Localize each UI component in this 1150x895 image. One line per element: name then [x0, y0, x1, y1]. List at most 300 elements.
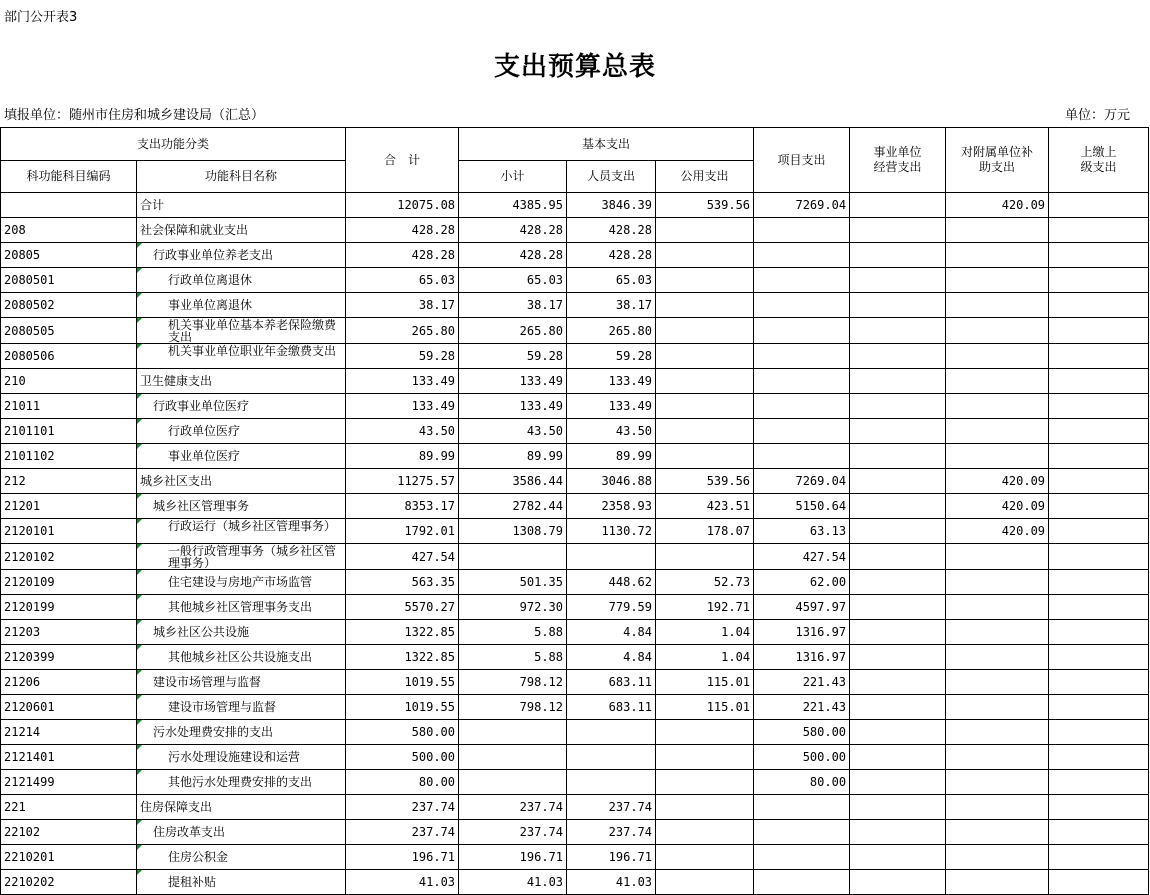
table-row — [1, 318, 1149, 344]
cell-subtotal: 38.17 — [459, 293, 567, 318]
cell-project: 500.00 — [754, 745, 850, 770]
cell-public — [656, 293, 754, 318]
cell-code: 21011 — [1, 394, 137, 419]
cell-project — [754, 369, 850, 394]
cell-project — [754, 394, 850, 419]
cell-remit — [1049, 544, 1149, 570]
cell-total: 428.28 — [346, 218, 459, 243]
cell-remit — [1049, 695, 1149, 720]
header-function-class: 支出功能分类 — [1, 128, 346, 161]
cell-public — [656, 820, 754, 845]
cell-project: 7269.04 — [754, 193, 850, 218]
cell-remit — [1049, 293, 1149, 318]
cell-total: 5570.27 — [346, 595, 459, 620]
cell-enterprise — [850, 494, 946, 519]
cell-code: 22102 — [1, 820, 137, 845]
table-row — [1, 218, 1149, 243]
cell-total: 133.49 — [346, 394, 459, 419]
cell-subtotal: 428.28 — [459, 218, 567, 243]
cell-subsidy — [946, 770, 1049, 795]
cell-total: 1322.85 — [346, 620, 459, 645]
cell-public — [656, 770, 754, 795]
cell-enterprise — [850, 394, 946, 419]
cell-public: 115.01 — [656, 695, 754, 720]
cell-personnel: 237.74 — [567, 820, 656, 845]
cell-name: 其他污水处理费安排的支出 — [137, 770, 346, 795]
cell-name: 行政单位离退休 — [137, 268, 346, 293]
cell-personnel: 196.71 — [567, 845, 656, 870]
cell-subsidy — [946, 745, 1049, 770]
cell-name: 建设市场管理与监督 — [137, 695, 346, 720]
table-row — [1, 770, 1149, 795]
header-subtotal: 小计 — [459, 161, 567, 193]
cell-project — [754, 419, 850, 444]
cell-subsidy — [946, 369, 1049, 394]
cell-total: 59.28 — [346, 344, 459, 369]
header-personnel: 人员支出 — [567, 161, 656, 193]
cell-code: 21214 — [1, 720, 137, 745]
cell-name: 污水处理设施建设和运营 — [137, 745, 346, 770]
cell-personnel: 2358.93 — [567, 494, 656, 519]
table-row — [1, 670, 1149, 695]
cell-code: 2120102 — [1, 544, 137, 570]
cell-total: 41.03 — [346, 870, 459, 895]
cell-subsidy: 420.09 — [946, 494, 1049, 519]
cell-project — [754, 293, 850, 318]
cell-subsidy — [946, 645, 1049, 670]
cell-subtotal: 5.88 — [459, 620, 567, 645]
cell-name: 建设市场管理与监督 — [137, 670, 346, 695]
cell-personnel: 265.80 — [567, 318, 656, 344]
cell-project: 221.43 — [754, 695, 850, 720]
cell-code: 2080502 — [1, 293, 137, 318]
cell-name: 合计 — [137, 193, 346, 218]
cell-subsidy: 420.09 — [946, 193, 1049, 218]
cell-code: 2080501 — [1, 268, 137, 293]
cell-name: 城乡社区公共设施 — [137, 620, 346, 645]
cell-subsidy — [946, 218, 1049, 243]
cell-subtotal: 237.74 — [459, 820, 567, 845]
expenditure-budget-table — [0, 127, 1149, 895]
cell-remit — [1049, 394, 1149, 419]
table-row — [1, 344, 1149, 369]
cell-personnel: 59.28 — [567, 344, 656, 369]
cell-personnel — [567, 544, 656, 570]
cell-enterprise — [850, 369, 946, 394]
cell-remit — [1049, 595, 1149, 620]
table-row — [1, 494, 1149, 519]
cell-remit — [1049, 519, 1149, 544]
cell-subtotal: 5.88 — [459, 645, 567, 670]
cell-code: 21206 — [1, 670, 137, 695]
cell-total: 237.74 — [346, 795, 459, 820]
header-subsidy-expenditure: 对附属单位补助支出 — [946, 128, 1049, 193]
cell-subsidy — [946, 243, 1049, 268]
cell-project — [754, 218, 850, 243]
cell-subtotal: 3586.44 — [459, 469, 567, 494]
header-basic-expenditure: 基本支出 — [459, 128, 754, 161]
cell-name: 住房公积金 — [137, 845, 346, 870]
cell-personnel: 1130.72 — [567, 519, 656, 544]
cell-project — [754, 243, 850, 268]
cell-total: 427.54 — [346, 544, 459, 570]
cell-enterprise — [850, 193, 946, 218]
cell-total: 1792.01 — [346, 519, 459, 544]
cell-name: 行政运行（城乡社区管理事务） — [137, 519, 346, 544]
cell-personnel: 3846.39 — [567, 193, 656, 218]
cell-subtotal: 89.99 — [459, 444, 567, 469]
cell-remit — [1049, 344, 1149, 369]
cell-code: 20805 — [1, 243, 137, 268]
cell-name: 住房改革支出 — [137, 820, 346, 845]
cell-subtotal — [459, 745, 567, 770]
table-row — [1, 845, 1149, 870]
cell-name: 城乡社区支出 — [137, 469, 346, 494]
cell-personnel — [567, 745, 656, 770]
cell-public — [656, 745, 754, 770]
cell-personnel: 4.84 — [567, 620, 656, 645]
cell-enterprise — [850, 820, 946, 845]
cell-subsidy — [946, 870, 1049, 895]
cell-code: 208 — [1, 218, 137, 243]
cell-personnel: 133.49 — [567, 369, 656, 394]
cell-enterprise — [850, 870, 946, 895]
cell-public: 1.04 — [656, 620, 754, 645]
cell-remit — [1049, 369, 1149, 394]
cell-subtotal — [459, 544, 567, 570]
cell-total: 1322.85 — [346, 645, 459, 670]
cell-remit — [1049, 845, 1149, 870]
cell-personnel: 41.03 — [567, 870, 656, 895]
cell-total: 80.00 — [346, 770, 459, 795]
cell-project: 1316.97 — [754, 620, 850, 645]
cell-subsidy — [946, 544, 1049, 570]
cell-subsidy — [946, 695, 1049, 720]
table-row — [1, 695, 1149, 720]
cell-enterprise — [850, 268, 946, 293]
cell-public — [656, 268, 754, 293]
cell-code: 210 — [1, 369, 137, 394]
cell-public — [656, 845, 754, 870]
cell-code: 2120101 — [1, 519, 137, 544]
cell-total: 265.80 — [346, 318, 459, 344]
cell-enterprise — [850, 218, 946, 243]
cell-project: 4597.97 — [754, 595, 850, 620]
cell-enterprise — [850, 293, 946, 318]
cell-project — [754, 444, 850, 469]
table-row — [1, 268, 1149, 293]
cell-personnel — [567, 720, 656, 745]
cell-enterprise — [850, 720, 946, 745]
cell-project — [754, 795, 850, 820]
cell-total: 11275.57 — [346, 469, 459, 494]
header-enterprise-expenditure: 事业单位经营支出 — [850, 128, 946, 193]
table-row — [1, 444, 1149, 469]
cell-project: 62.00 — [754, 570, 850, 595]
cell-total: 1019.55 — [346, 670, 459, 695]
cell-public — [656, 720, 754, 745]
table-row — [1, 720, 1149, 745]
cell-enterprise — [850, 469, 946, 494]
cell-total: 196.71 — [346, 845, 459, 870]
cell-name: 社会保障和就业支出 — [137, 218, 346, 243]
cell-subtotal: 65.03 — [459, 268, 567, 293]
table-row — [1, 820, 1149, 845]
cell-name: 机关事业单位基本养老保险缴费支出 — [137, 318, 346, 344]
cell-enterprise — [850, 770, 946, 795]
cell-personnel: 133.49 — [567, 394, 656, 419]
cell-personnel — [567, 770, 656, 795]
cell-project: 7269.04 — [754, 469, 850, 494]
cell-name: 污水处理费安排的支出 — [137, 720, 346, 745]
cell-public: 115.01 — [656, 670, 754, 695]
cell-project: 80.00 — [754, 770, 850, 795]
cell-name: 城乡社区管理事务 — [137, 494, 346, 519]
cell-name: 行政事业单位医疗 — [137, 394, 346, 419]
cell-public — [656, 795, 754, 820]
cell-personnel: 43.50 — [567, 419, 656, 444]
cell-remit — [1049, 620, 1149, 645]
table-row — [1, 544, 1149, 570]
cell-project: 427.54 — [754, 544, 850, 570]
cell-personnel: 428.28 — [567, 218, 656, 243]
cell-personnel: 448.62 — [567, 570, 656, 595]
cell-subsidy — [946, 394, 1049, 419]
cell-subsidy — [946, 419, 1049, 444]
cell-enterprise — [850, 620, 946, 645]
cell-name: 其他城乡社区管理事务支出 — [137, 595, 346, 620]
cell-name: 事业单位离退休 — [137, 293, 346, 318]
header-code: 科功能科目编码 — [1, 161, 137, 193]
table-row — [1, 620, 1149, 645]
cell-total: 38.17 — [346, 293, 459, 318]
cell-public — [656, 870, 754, 895]
cell-subtotal: 798.12 — [459, 695, 567, 720]
cell-public — [656, 218, 754, 243]
cell-remit — [1049, 494, 1149, 519]
cell-remit — [1049, 243, 1149, 268]
cell-name: 住房保障支出 — [137, 795, 346, 820]
cell-total: 428.28 — [346, 243, 459, 268]
cell-code: 2120601 — [1, 695, 137, 720]
cell-subsidy — [946, 268, 1049, 293]
cell-total: 237.74 — [346, 820, 459, 845]
header-remit-expenditure: 上缴上级支出 — [1049, 128, 1149, 193]
cell-code: 2101101 — [1, 419, 137, 444]
cell-personnel: 683.11 — [567, 670, 656, 695]
table-body — [1, 193, 1149, 895]
cell-remit — [1049, 268, 1149, 293]
cell-subsidy — [946, 795, 1049, 820]
cell-remit — [1049, 444, 1149, 469]
cell-subsidy: 420.09 — [946, 469, 1049, 494]
cell-subsidy — [946, 318, 1049, 344]
cell-subtotal: 43.50 — [459, 419, 567, 444]
cell-subsidy — [946, 845, 1049, 870]
cell-project — [754, 318, 850, 344]
cell-subtotal: 4385.95 — [459, 193, 567, 218]
currency-unit: 单位：万元 — [1064, 108, 1130, 123]
cell-subtotal: 265.80 — [459, 318, 567, 344]
cell-subtotal: 41.03 — [459, 870, 567, 895]
document-label: 部门公开表3 — [4, 10, 78, 25]
cell-project: 5150.64 — [754, 494, 850, 519]
cell-code: 2120199 — [1, 595, 137, 620]
cell-enterprise — [850, 645, 946, 670]
cell-remit — [1049, 218, 1149, 243]
cell-public — [656, 444, 754, 469]
cell-enterprise — [850, 344, 946, 369]
cell-personnel: 89.99 — [567, 444, 656, 469]
cell-remit — [1049, 193, 1149, 218]
header-total: 合 计 — [346, 128, 459, 193]
cell-remit — [1049, 870, 1149, 895]
cell-code: 2080506 — [1, 344, 137, 369]
cell-remit — [1049, 419, 1149, 444]
cell-subtotal: 1308.79 — [459, 519, 567, 544]
cell-subtotal — [459, 720, 567, 745]
table-row — [1, 193, 1149, 218]
cell-personnel: 38.17 — [567, 293, 656, 318]
cell-project — [754, 820, 850, 845]
cell-subsidy — [946, 595, 1049, 620]
cell-name: 行政事业单位养老支出 — [137, 243, 346, 268]
cell-project — [754, 845, 850, 870]
cell-subsidy — [946, 570, 1049, 595]
cell-name: 提租补贴 — [137, 870, 346, 895]
table-row — [1, 519, 1149, 544]
cell-public: 1.04 — [656, 645, 754, 670]
cell-project — [754, 344, 850, 369]
cell-public: 423.51 — [656, 494, 754, 519]
cell-name: 机关事业单位职业年金缴费支出 — [137, 344, 346, 369]
cell-subtotal: 972.30 — [459, 595, 567, 620]
cell-code: 2210202 — [1, 870, 137, 895]
cell-total: 580.00 — [346, 720, 459, 745]
cell-enterprise — [850, 444, 946, 469]
cell-project: 63.13 — [754, 519, 850, 544]
cell-project: 580.00 — [754, 720, 850, 745]
table-row — [1, 870, 1149, 895]
table-row — [1, 293, 1149, 318]
table-row — [1, 595, 1149, 620]
cell-project: 1316.97 — [754, 645, 850, 670]
cell-enterprise — [850, 695, 946, 720]
cell-public: 539.56 — [656, 193, 754, 218]
cell-code: 21201 — [1, 494, 137, 519]
cell-personnel: 237.74 — [567, 795, 656, 820]
cell-remit — [1049, 720, 1149, 745]
cell-total: 133.49 — [346, 369, 459, 394]
cell-code: 2080505 — [1, 318, 137, 344]
cell-personnel: 683.11 — [567, 695, 656, 720]
cell-subsidy — [946, 820, 1049, 845]
cell-name: 行政单位医疗 — [137, 419, 346, 444]
cell-personnel: 4.84 — [567, 645, 656, 670]
cell-enterprise — [850, 845, 946, 870]
cell-enterprise — [850, 243, 946, 268]
cell-subtotal: 133.49 — [459, 394, 567, 419]
reporting-unit: 填报单位：随州市住房和城乡建设局（汇总） — [4, 108, 265, 123]
cell-code: 21203 — [1, 620, 137, 645]
cell-enterprise — [850, 544, 946, 570]
cell-project: 221.43 — [754, 670, 850, 695]
cell-remit — [1049, 570, 1149, 595]
table-row — [1, 369, 1149, 394]
cell-public — [656, 369, 754, 394]
cell-code: 2121401 — [1, 745, 137, 770]
cell-personnel: 65.03 — [567, 268, 656, 293]
cell-code: 2101102 — [1, 444, 137, 469]
cell-remit — [1049, 770, 1149, 795]
cell-personnel: 779.59 — [567, 595, 656, 620]
cell-remit — [1049, 795, 1149, 820]
cell-code: 2120399 — [1, 645, 137, 670]
cell-name: 卫生健康支出 — [137, 369, 346, 394]
cell-public — [656, 344, 754, 369]
cell-public: 192.71 — [656, 595, 754, 620]
cell-remit — [1049, 645, 1149, 670]
cell-total: 12075.08 — [346, 193, 459, 218]
cell-subsidy: 420.09 — [946, 519, 1049, 544]
cell-public: 178.07 — [656, 519, 754, 544]
cell-enterprise — [850, 670, 946, 695]
cell-subsidy — [946, 620, 1049, 645]
cell-name: 事业单位医疗 — [137, 444, 346, 469]
cell-subtotal: 428.28 — [459, 243, 567, 268]
cell-project — [754, 268, 850, 293]
cell-subtotal: 196.71 — [459, 845, 567, 870]
cell-public — [656, 394, 754, 419]
cell-code: 2210201 — [1, 845, 137, 870]
cell-code: 2121499 — [1, 770, 137, 795]
cell-subtotal: 798.12 — [459, 670, 567, 695]
cell-remit — [1049, 745, 1149, 770]
cell-enterprise — [850, 419, 946, 444]
cell-total: 43.50 — [346, 419, 459, 444]
cell-public: 52.73 — [656, 570, 754, 595]
cell-name: 一般行政管理事务（城乡社区管理事务） — [137, 544, 346, 570]
cell-subsidy — [946, 293, 1049, 318]
header-public: 公用支出 — [656, 161, 754, 193]
cell-personnel: 428.28 — [567, 243, 656, 268]
cell-code: 2120109 — [1, 570, 137, 595]
table-row — [1, 243, 1149, 268]
cell-subtotal: 237.74 — [459, 795, 567, 820]
header-project-expenditure: 项目支出 — [754, 128, 850, 193]
cell-total: 500.00 — [346, 745, 459, 770]
table-row — [1, 570, 1149, 595]
cell-total: 8353.17 — [346, 494, 459, 519]
cell-subsidy — [946, 670, 1049, 695]
table-row — [1, 394, 1149, 419]
cell-subsidy — [946, 444, 1049, 469]
cell-enterprise — [850, 519, 946, 544]
table-row — [1, 419, 1149, 444]
cell-subtotal: 501.35 — [459, 570, 567, 595]
table-row — [1, 645, 1149, 670]
cell-total: 563.35 — [346, 570, 459, 595]
cell-public — [656, 318, 754, 344]
page-title: 支出预算总表 — [493, 52, 656, 82]
cell-subtotal: 59.28 — [459, 344, 567, 369]
table-row — [1, 469, 1149, 494]
table-row — [1, 795, 1149, 820]
cell-name: 其他城乡社区公共设施支出 — [137, 645, 346, 670]
cell-enterprise — [850, 595, 946, 620]
cell-subtotal: 2782.44 — [459, 494, 567, 519]
cell-remit — [1049, 820, 1149, 845]
